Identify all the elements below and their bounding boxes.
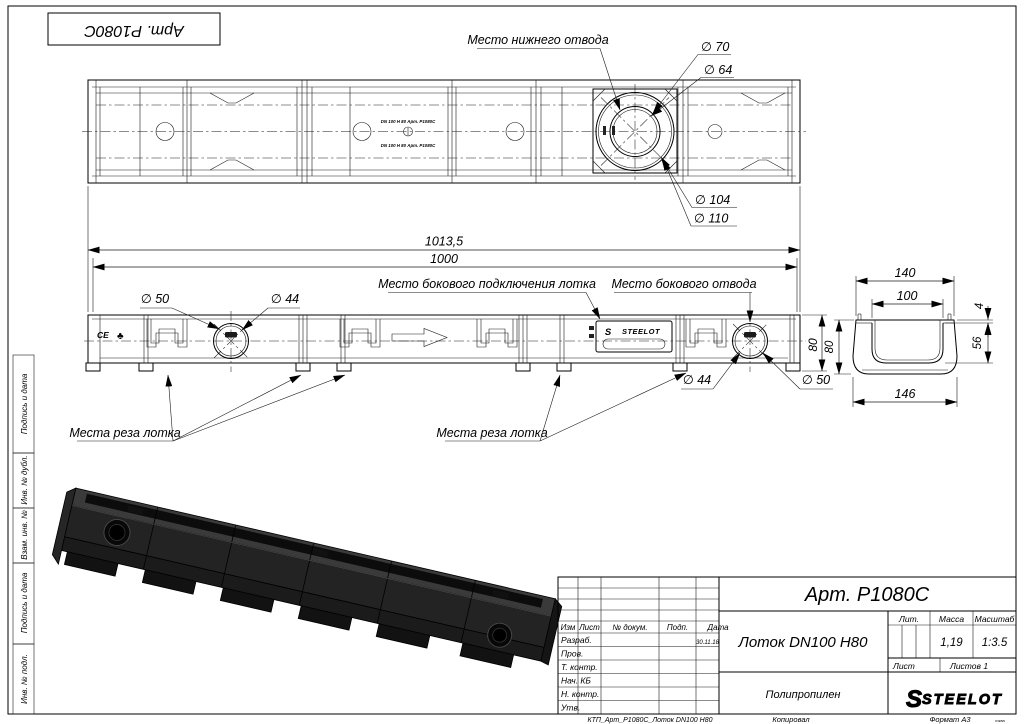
margin-label: Инв. № подл.: [20, 654, 29, 704]
col-sign: Подп.: [666, 623, 689, 632]
dim-d50-bottom: ∅ 50: [801, 373, 831, 387]
dim-height-80: 80: [806, 338, 820, 352]
length-dimensions: [88, 186, 800, 312]
steelot-logo: [906, 686, 1003, 713]
row-razrab: Разраб.: [561, 635, 592, 645]
emboss-text: DN 100 H 80 Арт. P1080C: [380, 143, 436, 148]
col-doc: № докум.: [612, 623, 648, 632]
copied-label: Копировал: [772, 715, 810, 724]
callout-side-connection: Место бокового подключения лотка: [378, 277, 596, 291]
doc-name: Лоток DN100 H80: [738, 634, 868, 651]
row-nkontr: Н. контр.: [561, 689, 600, 699]
row-nachkb: Нач. КБ: [561, 675, 591, 686]
emboss-mark: [744, 332, 756, 338]
row-tkontr: Т. контр.: [561, 662, 598, 672]
article-number: Арт. P1080C: [804, 584, 930, 606]
col-date: Дата: [707, 623, 729, 632]
cut-label-left: Места реза лотка: [69, 426, 181, 440]
dim-d104: ∅ 104: [695, 193, 731, 207]
sheet-label: Лист: [893, 661, 915, 671]
footer-strip: [587, 715, 1005, 724]
row-prov: Пров.: [561, 648, 584, 659]
dim-d110: ∅ 110: [694, 211, 729, 226]
emboss-mark: [612, 126, 615, 135]
margin-label: Подпись и дата: [20, 373, 29, 435]
cross-section: [824, 266, 993, 407]
isometric-view: [51, 486, 564, 676]
margin-label: Инв. № дубл.: [20, 455, 29, 505]
mass-label: Масса: [938, 614, 965, 624]
date-value: 30.11.18: [696, 640, 719, 646]
feet: [86, 363, 800, 371]
brand-glyph-icon: ♣: [117, 331, 124, 342]
dim-d44-bottom: ∅ 44: [682, 373, 712, 387]
emboss-mark: [225, 332, 237, 338]
print-note: тква: [995, 718, 1005, 723]
emboss-marking: [381, 119, 436, 148]
logo-text: STEELOT: [922, 692, 1003, 708]
side-view: [84, 311, 827, 372]
dim-inner-width: 100: [896, 289, 918, 303]
emboss-mark: [603, 126, 606, 135]
top-view-callouts: [467, 33, 737, 226]
callout-side-outlet: Место бокового отвода: [611, 277, 757, 291]
dim-body-length: 1000: [430, 252, 458, 266]
dim-rim: 4: [974, 302, 986, 310]
dim-d70: ∅ 70: [701, 40, 730, 54]
cut-label-right: Места реза лотка: [436, 426, 548, 440]
flow-arrow-icon: [392, 329, 447, 347]
scale-label: Масштаб: [974, 614, 1015, 624]
brand-emboss-panel: [589, 321, 672, 352]
margin-label: Взам. инв. №: [20, 510, 29, 560]
dim-overall-length: 1013,5: [424, 234, 464, 249]
corner-stamp-text: Арт. P1080C: [84, 21, 184, 39]
mass-value: 1,19: [940, 637, 963, 649]
material: Полипропилен: [765, 689, 841, 701]
format-label: Формат А3: [929, 715, 971, 724]
top-view: [82, 33, 806, 226]
col-list: Лист: [579, 623, 600, 632]
dim-d64: ∅ 64: [704, 63, 733, 77]
doc-code: КТП_Арт_P1080C_Лоток DN100 H80: [587, 717, 713, 724]
brand-emboss-text: STEELOT: [621, 327, 661, 336]
dim-d50-top: ∅ 50: [140, 292, 170, 306]
logo-s-icon: S: [906, 686, 923, 713]
emboss-mark: [589, 326, 594, 330]
margin-label: Подпись и дата: [20, 572, 29, 634]
margin-strip: [13, 355, 34, 714]
dim-top-width: 140: [894, 266, 916, 280]
dim-section-height: 80: [824, 340, 836, 354]
lit-label: Лит.: [899, 614, 919, 624]
brand-s: S: [604, 327, 612, 338]
dim-inner-depth: 56: [972, 336, 984, 350]
sheets-label: Листов 1: [950, 661, 989, 671]
title-block: [558, 577, 1016, 714]
callout-bottom-outlet: Место нижнего отвода: [467, 33, 609, 47]
ce-mark: CE: [97, 330, 109, 340]
scale-value: 1:3.5: [981, 637, 1008, 649]
col-izm: Изм: [560, 623, 576, 632]
row-utv: Утв.: [561, 702, 581, 713]
side-view-callouts: [69, 277, 833, 441]
dim-d44-top: ∅ 44: [270, 292, 300, 306]
dim-bottom-width: 146: [894, 387, 916, 401]
emboss-text: DN 100 H 80 Арт. P1080C: [380, 119, 436, 124]
emboss-mark: [589, 334, 594, 338]
